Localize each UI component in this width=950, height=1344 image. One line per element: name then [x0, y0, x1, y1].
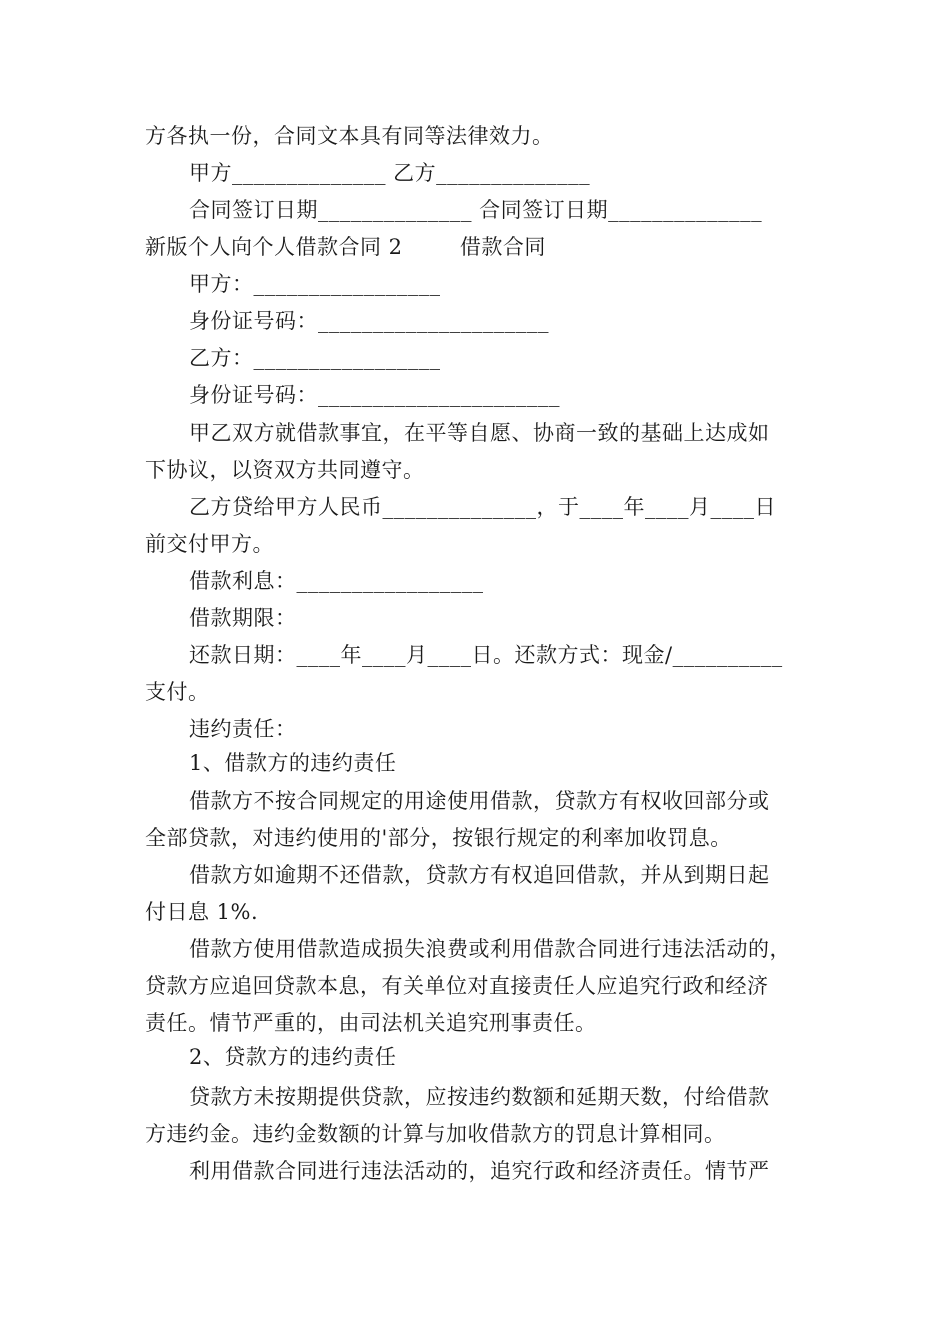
text-line: 借款方使用借款造成损失浪费或利用借款合同进行违法活动的， [189, 937, 791, 961]
text-line: 违约责任： [189, 717, 297, 741]
text-line: 借款方如逾期不还借款，贷款方有权追回借款，并从到期日起 [189, 863, 770, 887]
text-line: 乙方贷给甲方人民币______________，于____年____月____日 [189, 495, 776, 519]
subheading: 2、贷款方的违约责任 [189, 1045, 397, 1069]
text-line: 方各执一份，合同文本具有同等法律效力。 [145, 124, 554, 148]
text-line: 甲乙双方就借款事宜，在平等自愿、协商一致的基础上达成如 [189, 421, 770, 445]
text-line: 全部贷款，对违约使用的'部分，按银行规定的利率加收罚息。 [145, 826, 732, 850]
subheading: 1、借款方的违约责任 [189, 751, 397, 775]
text-line: 贷款方未按期提供贷款，应按违约数额和延期天数，付给借款 [189, 1085, 770, 1109]
text-line: 贷款方应追回贷款本息，有关单位对直接责任人应追究行政和经济 [145, 974, 769, 998]
text-line: 甲方：_________________ [189, 272, 441, 296]
text-line: 借款方不按合同规定的用途使用借款，贷款方有权收回部分或 [189, 789, 770, 813]
text-line: 身份证号码：_____________________ [189, 309, 549, 333]
text-line: 下协议，以资双方共同遵守。 [145, 458, 425, 482]
section-title: 新版个人向个人借款合同 2 借款合同 [145, 235, 546, 259]
text-line: 方违约金。违约金数额的计算与加收借款方的罚息计算相同。 [145, 1122, 726, 1146]
text-line: 前交付甲方。 [145, 532, 274, 556]
text-line: 责任。情节严重的，由司法机关追究刑事责任。 [145, 1011, 597, 1035]
text-line: 付日息 1%. [145, 900, 259, 924]
text-line: 借款期限： [189, 606, 297, 630]
text-line: 身份证号码：______________________ [189, 383, 560, 407]
text-line: 借款利息：_________________ [189, 569, 484, 593]
text-line: 还款日期：____年____月____日。还款方式：现金/__________ [189, 643, 783, 667]
text-line: 利用借款合同进行违法活动的，追究行政和经济责任。情节严 [189, 1159, 770, 1183]
text-line: 合同签订日期______________ 合同签订日期______________ [189, 198, 763, 222]
text-line: 支付。 [145, 680, 210, 704]
text-line: 乙方：_________________ [189, 346, 441, 370]
text-line: 甲方______________ 乙方______________ [189, 161, 591, 185]
